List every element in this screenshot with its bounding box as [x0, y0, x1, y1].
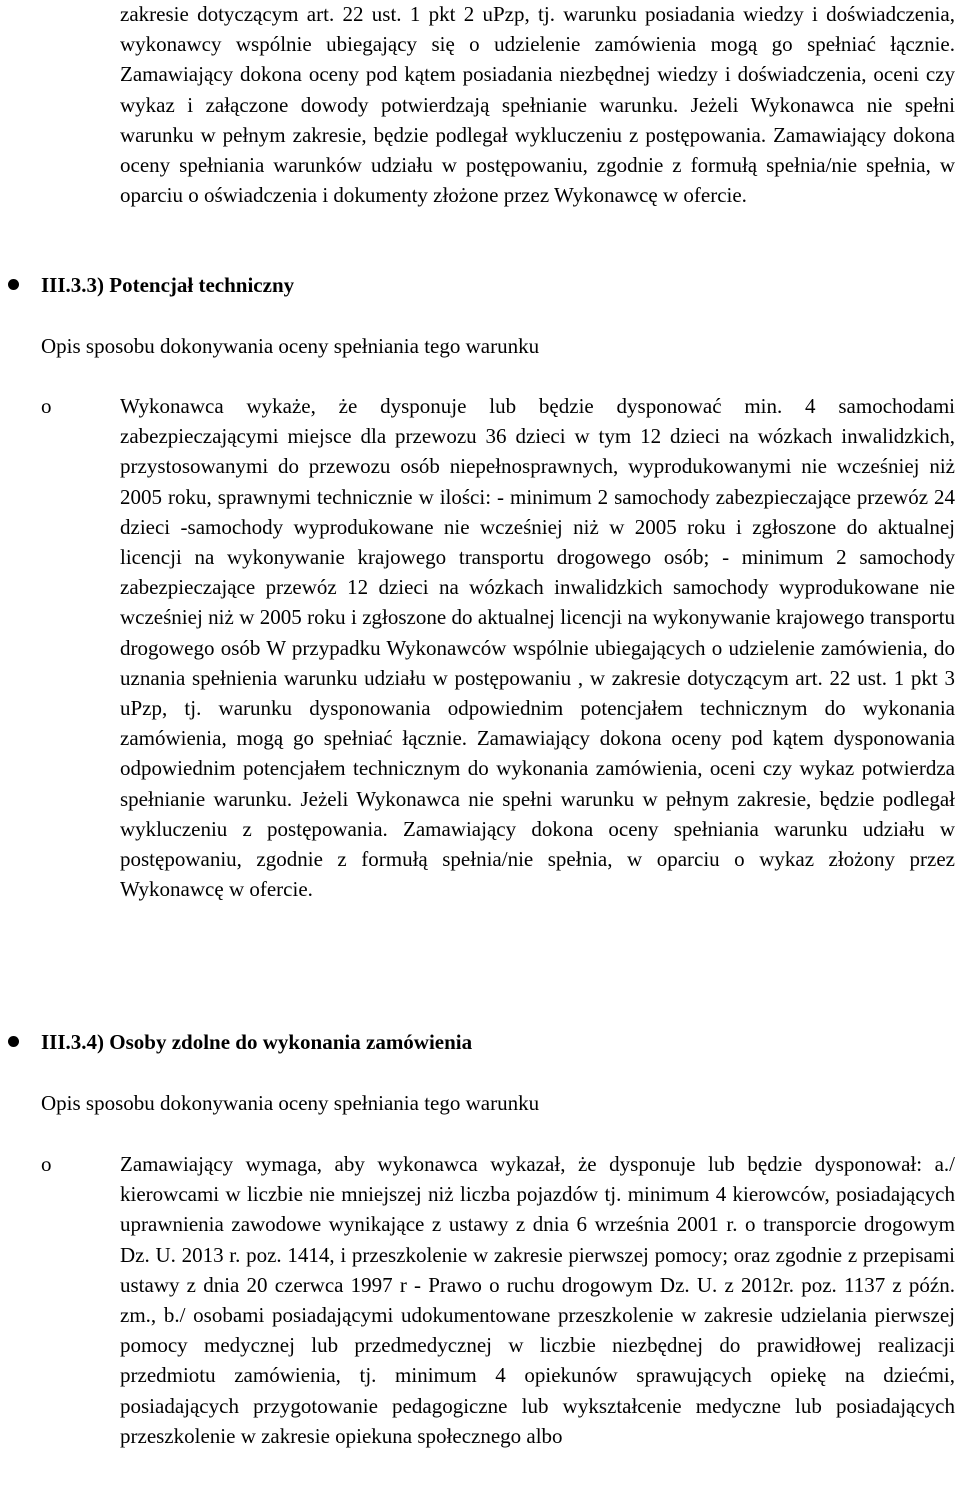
section-subheading: Opis sposobu dokonywania oceny spełniania tego warunku	[41, 334, 540, 358]
section-heading-osoby-zdolne: III.3.4) Osoby zdolne do wykonania zamówienia	[41, 1030, 473, 1054]
section-body-potencjal-techniczny: Wykonawca wykaże, że dysponuje lub będzie dysponować min. 4 samochodami zabezpieczającymi miejsce dla przewozu 36 dzieci w tym 12 dzieci na wózkach inwalidzkich, przystosowanymi do przewozu osób niepełnosprawnych, wyprodukowanymi nie wcześniej niż 2005 roku, sprawnymi technicznie w ilości: - minimum 2 samochody zabezpieczające przewóz 24 dzieci -samochody wyprodukowane nie wcześniej niż w 2005 roku i zgłoszone do aktualnej licencji na wykonywanie krajowego transportu drogowego osób; - minimum 2 samochody zabezpieczające przewóz 12 dzieci na wózkach inwalidzkich samochody wyprodukowane nie wcześniej niż w 2005 roku i zgłoszone do aktualnej licencji na wykonywanie krajowego transportu drogowego osób W przypadku Wykonawców wspólnie ubiegających o udzielenie zamówienia, do uznania spełnienia warunku udziału w postępowaniu , w zakresie dotyczącym art. 22 ust. 1 pkt 3 uPzp, tj. warunku dysponowania odpowiednim potencjałem technicznym do wykonania zamówienia, mogą go spełniać łącznie. Zamawiający dokona oceny pod kątem dysponowania odpowiednim potencjałem technicznym do wykonania zamówienia, oceni czy wykaz potwierdza spełnianie warunku. Jeżeli Wykonawca nie spełni warunku w pełnym zakresie, będzie podlegał wykluczeniu z postępowania. Zamawiający dokona oceny spełniania warunku udziału w postępowaniu, zgodnie z formułą spełnia/nie spełnia, w oparciu o wykaz złożony przez Wykonawcę w ofercie.	[120, 394, 955, 902]
section-subheading: Opis sposobu dokonywania oceny spełniania tego warunku	[41, 1091, 540, 1115]
bullet-icon	[8, 279, 19, 290]
bullet-icon	[8, 1036, 19, 1047]
list-marker: o	[41, 1152, 52, 1176]
section-body-osoby-zdolne: Zamawiający wymaga, aby wykonawca wykazał, że dysponuje lub będzie dysponował: a./ kierowcami w liczbie nie mniejszej niż liczba pojazdów tj. minimum 4 kierowców, posiadających uprawnienia zawodowe wynikające z ustawy z dnia 6 września 2001 r. o transporcie drogowym Dz. U. 2013 r. poz. 1414, i przeszkolenie w zakresie pierwszej pomocy; oraz zgodnie z przepisami ustawy z dnia 20 czerwca 1997 r - Prawo o ruchu drogowym Dz. U. z 2012r. poz. 1137 z późn. zm., b./ osobami posiadającymi udokumentowane przeszkolenie w zakresie udzielania pierwszej pomocy medycznej lub przedmedycznej w liczbie niezbędnej do prawidłowej realizacji przedmiotu zamówienia, tj. minimum 4 opiekunów sprawujących opiekę na dziećmi, posiadających przygotowanie pedagogiczne lub wykształcenie medyczne lub posiadających przeszkolenie w zakresie opiekuna społecznego albo	[120, 1152, 955, 1448]
section-heading-potencjal-techniczny: III.3.3) Potencjał techniczny	[41, 273, 295, 297]
list-marker: o	[41, 394, 52, 418]
intro-paragraph: zakresie dotyczącym art. 22 ust. 1 pkt 2 uPzp, tj. warunku posiadania wiedzy i doświadczenia, wykonawcy wspólnie ubiegający się o udzielenie zamówienia mogą go spełniać łącznie. Zamawiający dokona oceny pod kątem posiadania niezbędnej wiedzy i doświadczenia, oceni czy wykaz i załączone dowody potwierdzają spełnianie warunku. Jeżeli Wykonawca nie spełni warunku w pełnym zakresie, będzie podlegał wykluczeniu z postępowania. Zamawiający dokona oceny spełniania warunków udziału w postępowaniu, zgodnie z formułą spełnia/nie spełnia, w oparciu o oświadczenia i dokumenty złożone przez Wykonawcę w ofercie.	[120, 2, 955, 208]
